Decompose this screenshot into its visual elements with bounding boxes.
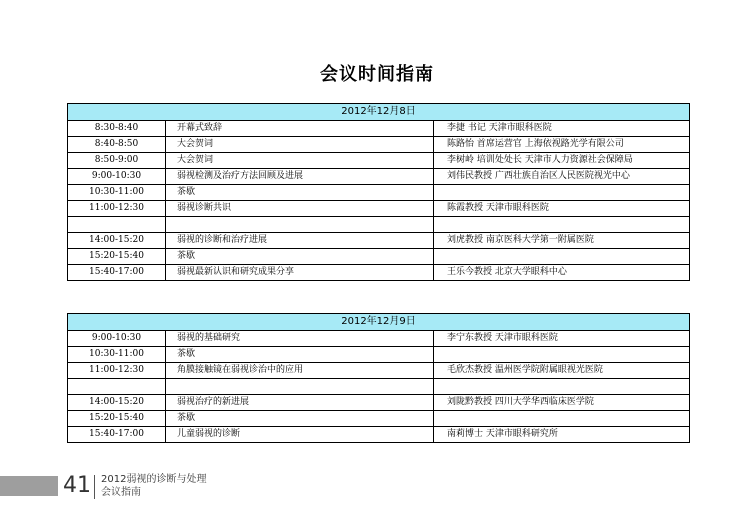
time-cell: 14:00-15:20 [68,233,166,249]
speaker-cell: 南莉博士 天津市眼科研究所 [434,427,690,443]
table-row [68,185,690,201]
date-header: 2012年12月9日 [68,314,690,331]
speaker-cell: 刘陇黔教授 四川大学华西临床医学院 [434,395,690,411]
table-row [68,121,690,137]
time-cell: 15:40-17:00 [68,265,166,281]
time-cell: 11:00-12:30 [68,363,166,379]
topic-cell: 弱视检测及治疗方法回顾及进展 [166,169,434,185]
time-cell: 8:40-8:50 [68,137,166,153]
schedule-table-day2 [67,313,690,443]
table-row [68,427,690,443]
speaker-cell [434,249,690,265]
topic-cell: 茶歇 [166,185,434,201]
topic-cell: 大会贺词 [166,153,434,169]
footer-divider [94,475,95,499]
topic-cell: 茶歇 [166,249,434,265]
speaker-cell: 李树岭 培训处处长 天津市人力资源社会保障局 [434,153,690,169]
topic-cell: 茶歇 [166,411,434,427]
date-header-row [68,314,690,331]
table-row [68,217,690,233]
speaker-cell: 王乐今教授 北京大学眼科中心 [434,265,690,281]
topic-cell: 弱视诊断共识 [166,201,434,217]
topic-cell: 大会贺词 [166,137,434,153]
table-row [68,153,690,169]
speaker-cell [434,185,690,201]
speaker-cell: 李捷 书记 天津市眼科医院 [434,121,690,137]
time-cell: 15:20-15:40 [68,249,166,265]
date-header: 2012年12月8日 [68,104,690,121]
schedule-table-day1 [67,103,690,281]
topic-cell: 弱视的诊断和治疗进展 [166,233,434,249]
table-row [68,411,690,427]
footer-line-1: 2012弱视的诊断与处理 [101,474,207,485]
speaker-cell: 陈路怡 首席运营官 上海依视路光学有限公司 [434,137,690,153]
time-cell: 8:30-8:40 [68,121,166,137]
table-row [68,347,690,363]
date-header-row [68,104,690,121]
time-cell [68,217,166,233]
speaker-cell: 李宁东教授 天津市眼科医院 [434,331,690,347]
speaker-cell: 刘伟民教授 广西壮族自治区人民医院视光中心 [434,169,690,185]
speaker-cell: 刘虎教授 南京医科大学第一附属医院 [434,233,690,249]
time-cell: 11:00-12:30 [68,201,166,217]
page-number: 41 [63,473,91,498]
topic-cell: 茶歇 [166,347,434,363]
time-cell: 15:20-15:40 [68,411,166,427]
speaker-cell [434,347,690,363]
table-row [68,249,690,265]
time-cell: 14:00-15:20 [68,395,166,411]
topic-cell [166,217,434,233]
speaker-cell [434,379,690,395]
speaker-cell [434,217,690,233]
time-cell: 10:30-11:00 [68,185,166,201]
topic-cell: 弱视的基础研究 [166,331,434,347]
time-cell: 15:40-17:00 [68,427,166,443]
time-cell: 9:00-10:30 [68,169,166,185]
table-row [68,395,690,411]
topic-cell [166,379,434,395]
table-row [68,363,690,379]
footer-line-2: 会议指南 [101,487,141,498]
table-row [68,169,690,185]
topic-cell: 弱视治疗的新进展 [166,395,434,411]
topic-cell: 角膜接触镜在弱视诊治中的应用 [166,363,434,379]
time-cell [68,379,166,395]
table-row [68,201,690,217]
speaker-cell [434,411,690,427]
table-row [68,331,690,347]
speaker-cell: 陈霞教授 天津市眼科医院 [434,201,690,217]
footer-caption [101,473,206,499]
table-row [68,379,690,395]
time-cell: 10:30-11:00 [68,347,166,363]
time-cell: 9:00-10:30 [68,331,166,347]
page-title: 会议时间指南 [320,64,434,85]
footer-color-block [0,476,58,496]
table-row [68,137,690,153]
speaker-cell: 毛欣杰教授 温州医学院附属眼视光医院 [434,363,690,379]
time-cell: 8:50-9:00 [68,153,166,169]
topic-cell: 儿童弱视的诊断 [166,427,434,443]
topic-cell: 开幕式致辞 [166,121,434,137]
table-row [68,265,690,281]
table-row [68,233,690,249]
topic-cell: 弱视最新认识和研究成果分享 [166,265,434,281]
